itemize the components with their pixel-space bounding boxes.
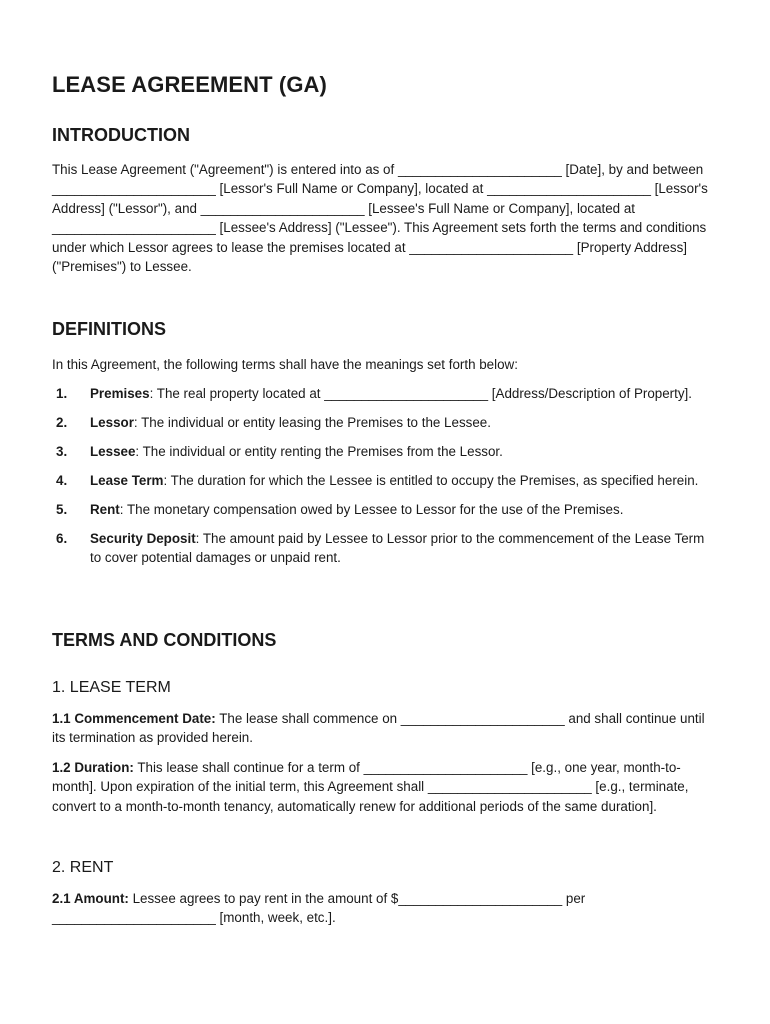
definition-term: Security Deposit: [90, 531, 196, 546]
definitions-heading: DEFINITIONS: [52, 319, 167, 339]
definition-term: Rent: [90, 502, 120, 517]
definition-term: Lessee: [90, 444, 136, 459]
definition-number: 1.: [56, 386, 68, 401]
definition-number: 2.: [56, 415, 68, 430]
duration-text: This lease shall continue for a term of ______________________ [e.g., one year, month-to-month]. Upon expiration of the initial term, this Agreement shall ______________________ [e.g., terminate, convert to a month-to-month tenancy, automatically renew for additional periods of the same duration].: [52, 760, 689, 814]
definition-term: Lease Term: [90, 473, 164, 488]
definition-term: Premises: [90, 386, 150, 401]
rent-amount-text: Lessee agrees to pay rent in the amount of $______________________ per ______________________ [month, week, etc.].: [52, 891, 586, 926]
definition-number: 5.: [56, 502, 68, 517]
definition-text: : The amount paid by Lessee to Lessor prior to the commencement of the Lease Term to cover potential damages or unpaid rent.: [90, 531, 705, 566]
commencement-clause: [52, 709, 718, 748]
definition-item-lessor: [52, 413, 718, 432]
lease-term-heading: 1. LEASE TERM: [52, 679, 171, 696]
definition-text: : The real property located at ______________________ [Address/Description of Property].: [149, 386, 692, 401]
definition-text: : The monetary compensation owed by Lessee to Lessor for the use of the Premises.: [119, 502, 624, 517]
terms-heading: TERMS AND CONDITIONS: [52, 630, 277, 650]
duration-label: 1.2 Duration:: [52, 760, 134, 775]
definition-number: 6.: [56, 531, 68, 546]
definition-number: 3.: [56, 444, 68, 459]
document-title: LEASE AGREEMENT (GA): [52, 72, 327, 97]
commencement-label: 1.1 Commencement Date:: [52, 711, 216, 726]
definitions-intro: In this Agreement, the following terms shall have the meanings set forth below:: [52, 357, 518, 372]
definition-number: 4.: [56, 473, 68, 488]
duration-clause: [52, 758, 718, 816]
definitions-list: [52, 384, 718, 577]
definition-text: : The duration for which the Lessee is entitled to occupy the Premises, as specified herein.: [163, 473, 699, 488]
introduction-paragraph: This Lease Agreement ("Agreement") is entered into as of ______________________ [Date], by and between ______________________ [Lessor's Full Name or Company], located at ______________________ [Lessor's Address] ("Lessor"), and ______________________ [Lessee's Full Name or Company], located at ______________________ [Lessee's Address] ("Lessee"). This Agreement sets forth the terms and conditions under which Lessor agrees to lease the premises located at ______________________ [Property Address] ("Premises") to Lessee.: [52, 162, 708, 275]
introduction-heading: INTRODUCTION: [52, 125, 190, 145]
definition-term: Lessor: [90, 415, 134, 430]
definition-text: : The individual or entity leasing the Premises to the Lessee.: [133, 415, 491, 430]
rent-amount-label: 2.1 Amount:: [52, 891, 129, 906]
definition-item-rent: [52, 500, 718, 519]
definition-item-lease-term: [52, 471, 718, 490]
definition-item-security-deposit: [52, 529, 718, 568]
definition-item-lessee: [52, 442, 718, 461]
definition-item-premises: [52, 384, 718, 403]
rent-heading: 2. RENT: [52, 859, 114, 876]
definition-text: : The individual or entity renting the Premises from the Lessor.: [135, 444, 503, 459]
rent-amount-clause: [52, 889, 718, 928]
commencement-text: The lease shall commence on ______________________ and shall continue until its termination as provided herein.: [52, 711, 705, 746]
